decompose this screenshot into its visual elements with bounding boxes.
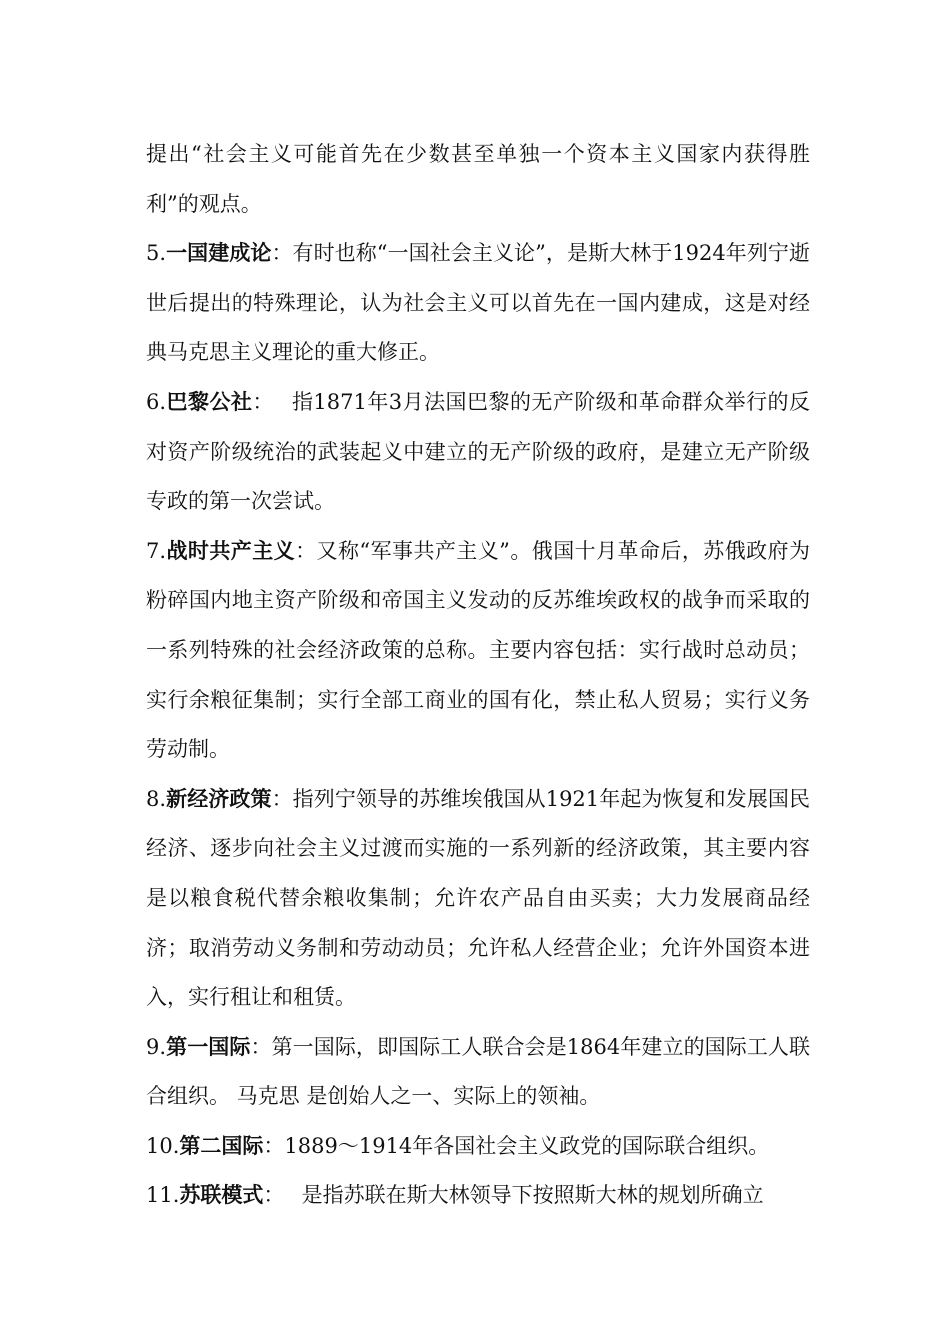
term-separator: ： (252, 389, 264, 414)
term-separator: ： (250, 1034, 272, 1059)
paragraph-text: 又称“军事共产主义”。俄国十月革命后，苏俄政府为粉碎国内地主资产阶级和帝国主义发动的反苏维埃政权的战争而采取的一系列特殊的社会经济政策的总称。主要内容包括：实行战时总动员；实行余粮征集制；实行全部工商业的国有化，禁止私人贸易；实行义务劳动制。 (146, 538, 810, 762)
term-separator: ： (263, 1133, 285, 1158)
term-separator: ： (295, 538, 317, 563)
item-number: 7. (146, 538, 167, 563)
item-number: 8. (146, 786, 167, 811)
paragraph-text: 提出“社会主义可能首先在少数甚至单独一个资本主义国家内获得胜利”的观点。 (146, 142, 810, 216)
paragraph-7 (146, 527, 810, 775)
term-title: 新经济政策 (166, 786, 272, 811)
paragraph-9 (146, 1023, 810, 1122)
paragraph-5 (146, 229, 810, 378)
paragraph-text: 是指苏联在斯大林领导下按照斯大林的规划所确立 (273, 1183, 764, 1208)
term-separator: ： (271, 241, 293, 266)
term-title: 第一国际 (166, 1034, 251, 1059)
term-title: 战时共产主义 (166, 538, 296, 563)
paragraph-text: 有时也称“一国社会主义论”，是斯大林于1924年列宁逝世后提出的特殊理论，认为社会主义可以首先在一国内建成，这是对经典马克思主义理论的重大修正。 (146, 241, 811, 365)
paragraph-continuation (146, 130, 810, 229)
item-number: 5. (146, 241, 167, 266)
item-number: 11. (146, 1183, 180, 1208)
term-separator: ： (263, 1183, 274, 1208)
paragraph-text: 指1871年3月法国巴黎的无产阶级和革命群众举行的反对资产阶级统治的武装起义中建立的无产阶级的政府，是建立无产阶级专政的第一次尝试。 (146, 389, 810, 514)
paragraph-text: 指列宁领导的苏维埃俄国从1921年起为恢复和发展国民经济、逐步向社会主义过渡而实施的一系列新的经济政策，其主要内容是以粮食税代替余粮收集制；允许农产品自由买卖；大力发展商品经济；取消劳动义务制和劳动动员；允许私人经营企业；允许外国资本进入，实行租让和租赁。 (146, 786, 811, 1010)
term-title: 第二国际 (179, 1133, 264, 1158)
item-number: 10. (146, 1133, 180, 1158)
paragraph-10 (146, 1122, 810, 1172)
paragraph-11 (146, 1171, 810, 1221)
paragraph-6 (146, 378, 810, 527)
term-title: 一国建成论 (166, 241, 272, 266)
paragraph-text: 第一国际，即国际工人联合会是1864年建立的国际工人联合组织。 马克思 是创始人之一、实际上的领袖。 (146, 1034, 811, 1109)
term-title: 苏联模式 (179, 1183, 264, 1208)
paragraph-8 (146, 775, 810, 1023)
paragraph-text: 1889～1914年各国社会主义政党的国际联合组织。 (284, 1133, 770, 1158)
document-body (146, 130, 810, 1221)
term-title: 巴黎公社 (166, 389, 253, 414)
item-number: 9. (146, 1034, 167, 1059)
item-number: 6. (146, 389, 167, 414)
term-separator: ： (271, 786, 293, 811)
